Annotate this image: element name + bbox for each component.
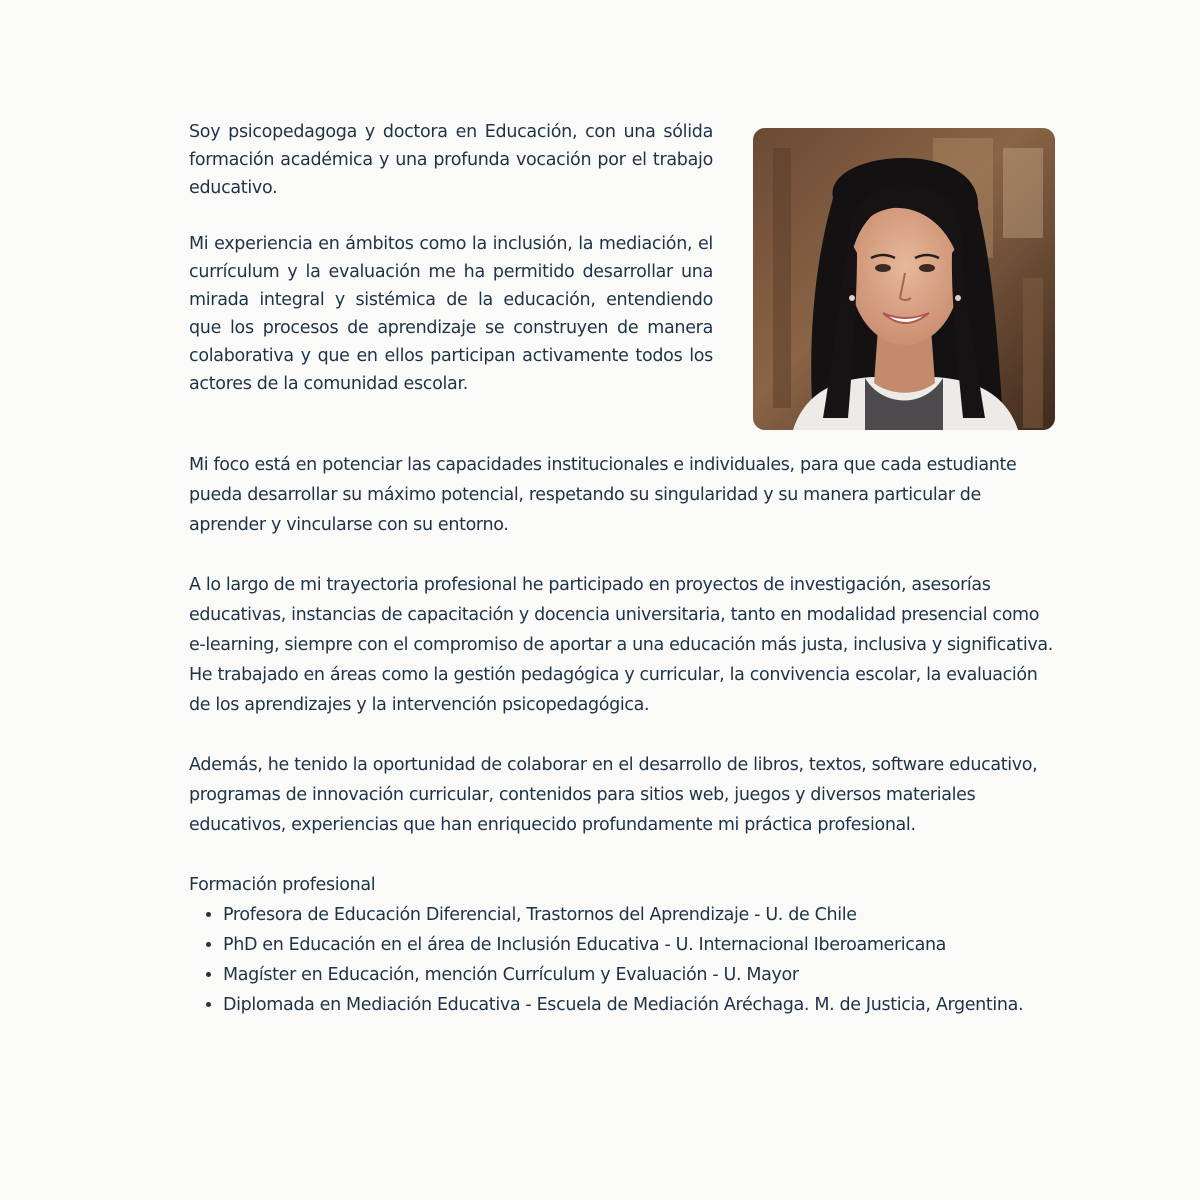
list-item: • PhD en Educación en el área de Inclusión Educativa - U. Internacional Iberoamericana — [223, 930, 1055, 960]
list-item: • Magíster en Educación, mención Currículum y Evaluación - U. Mayor — [223, 960, 1055, 990]
portrait-illustration — [753, 128, 1055, 430]
portrait-photo — [753, 128, 1055, 430]
body-paragraph-3: Además, he tenido la oportunidad de colaborar en el desarrollo de libros, textos, software educativo, programas de innovación curricular, contenidos para sitios web, juegos y diversos materiales educativos, experiencias que han enriquecido profundamente mi práctica profesional. — [189, 755, 1038, 835]
body-paragraph-1: Mi foco está en potenciar las capacidades institucionales e individuales, para que cada estudiante pueda desarrollar su máximo potencial, respetando su singularidad y su manera particular de aprender y vincularse con su entorno. — [189, 455, 1017, 535]
content — [189, 118, 1055, 1020]
body-paragraph-2: A lo largo de mi trayectoria profesional he participado en proyectos de investigación, asesorías educativas, instancias de capacitación y docencia universitaria, tanto en modalidad presencial como e-learning, siempre con el compromiso de aportar a una educación más justa, inclusiva y significativa. He trabajado en áreas como la gestión pedagógica y curricular, la convivencia escolar, la evaluación de los aprendizajes y la intervención psicopedagógica. — [189, 575, 1053, 715]
intro-paragraph-1: Soy psicopedagoga y doctora en Educación, con una sólida formación académica y una profunda vocación por el trabajo educativo. — [189, 122, 713, 198]
list-item: • Profesora de Educación Diferencial, Trastornos del Aprendizaje - U. de Chile — [223, 900, 1055, 930]
formacion-title: Formación profesional — [189, 875, 376, 895]
formacion-list — [189, 900, 1055, 1020]
list-item: • Diplomada en Mediación Educativa - Escuela de Mediación Aréchaga. M. de Justicia, Argentina. — [223, 990, 1055, 1020]
intro-paragraph-2: Mi experiencia en ámbitos como la inclusión, la mediación, el currículum y la evaluación me ha permitido desarrollar una mirada integral y sistémica de la educación, entendiendo que los procesos de aprendizaje se construyen de manera colaborativa y que en ellos participan activamente todos los actores de la comunidad escolar. — [189, 234, 713, 394]
body-text — [189, 450, 1055, 1020]
intro-text — [189, 118, 713, 398]
intro-row — [189, 118, 1055, 430]
